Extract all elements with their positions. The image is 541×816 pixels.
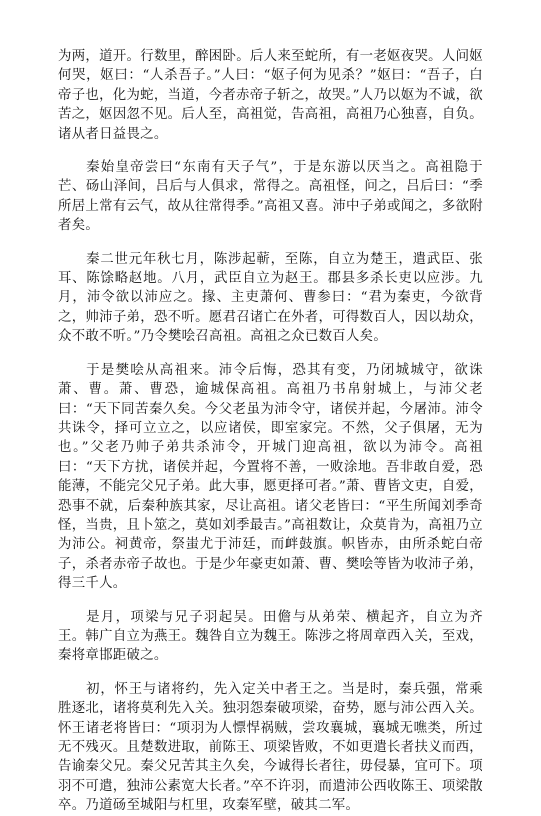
paragraph: 于是樊哙从高祖来。沛令后悔，恐其有变，乃闭城城守，欲诛萧、曹。萧、曹恐，逾城保高祖。高祖乃书帛射城上，与沛父老曰：“天下同苦秦久矣。今父老虽为沛令守，诸侯并起，今屠沛。沛令共诛令，择可立立之，以应诸侯，即室家完。不然，父子俱屠，无为也。”父老乃帅子弟共杀沛令，开城门迎高祖，欲以为沛令。高祖曰：“天下方扰，诸侯并起，今置将不善，一败涂地。吾非敢自爱，恐能薄，不能完父兄子弟。此大事，愿更择可者。”萧、曹皆文吏，自爱，恐事不就，后秦种族其家，尽让高祖。诸父老皆曰：“平生所闻刘季奇怪，当贵，且卜筮之，莫如刘季最吉。”高祖数让，众莫肯为，高祖乃立为沛公。祠黄帝，祭蚩尤于沛廷，而衅鼓旗。帜皆赤，由所杀蛇白帝子，杀者赤帝子故也。于是少年豪吏如萧、曹、樊哙等皆为收沛子弟，得三千人。 bbox=[58, 362, 483, 592]
paragraph: 秦始皇帝尝曰“东南有天子气”，于是东游以厌当之。高祖隐于芒、砀山泽间，吕后与人俱求，常得之。高祖怪，问之，吕后曰：“季所居上常有云气，故从往常得季。”高祖又喜。沛中子弟或闻之，多欲附者矣。 bbox=[58, 160, 483, 234]
paragraph: 秦二世元年秋七月，陈涉起蕲，至陈，自立为楚王，遣武臣、张耳、陈馀略赵地。八月，武臣自立为赵王。郡县多杀长吏以应涉。九月，沛令欲以沛应之。掾、主吏萧何、曹参曰：“君为秦吏，今欲背之，帅沛子弟，恐不听。愿君召诸亡在外者，可得数百人，因以劫众，众不敢不听。”乃令樊哙召高祖。高祖之众已数百人矣。 bbox=[58, 251, 483, 345]
paragraph: 初，怀王与诸将约，先入定关中者王之。当是时，秦兵强，常乘胜逐北，诸将莫利先入关。独羽怨秦破项梁，奋势，愿与沛公西入关。怀王诸老将皆曰：“项羽为人慓悍祸贼，尝攻襄城，襄城无噍类，所过无不残灭。且楚数进取，前陈王、项梁皆败，不如更遣长者扶义而西，告谕秦父兄。秦父兄苦其主久矣，今诚得长者往，毋侵暴，宜可下。项羽不可遣，独沛公素宽大长者。”卒不许羽，而遣沛公西收陈王、项梁散卒。乃道砀至城阳与杠里，攻秦军壁，破其二军。 bbox=[58, 681, 483, 814]
paragraph: 是月，项梁与兄子羽起吴。田儋与从弟荣、横起齐，自立为齐王。韩广自立为燕王。魏咎自立为魏王。陈涉之将周章西入关，至戏，秦将章邯距破之。 bbox=[58, 609, 483, 664]
paragraph: 为两，道开。行数里，醉困卧。后人来至蛇所，有一老妪夜哭。人问妪何哭，妪曰：“人杀吾子。”人曰：“妪子何为见杀？”妪曰：“吾子，白帝子也，化为蛇，当道，今者赤帝子斩之，故哭。”人乃以妪为不诚，欲苦之，妪因忽不见。后人至，高祖觉，告高祖，高祖乃心独喜，自负。诸从者日益畏之。 bbox=[58, 49, 483, 142]
